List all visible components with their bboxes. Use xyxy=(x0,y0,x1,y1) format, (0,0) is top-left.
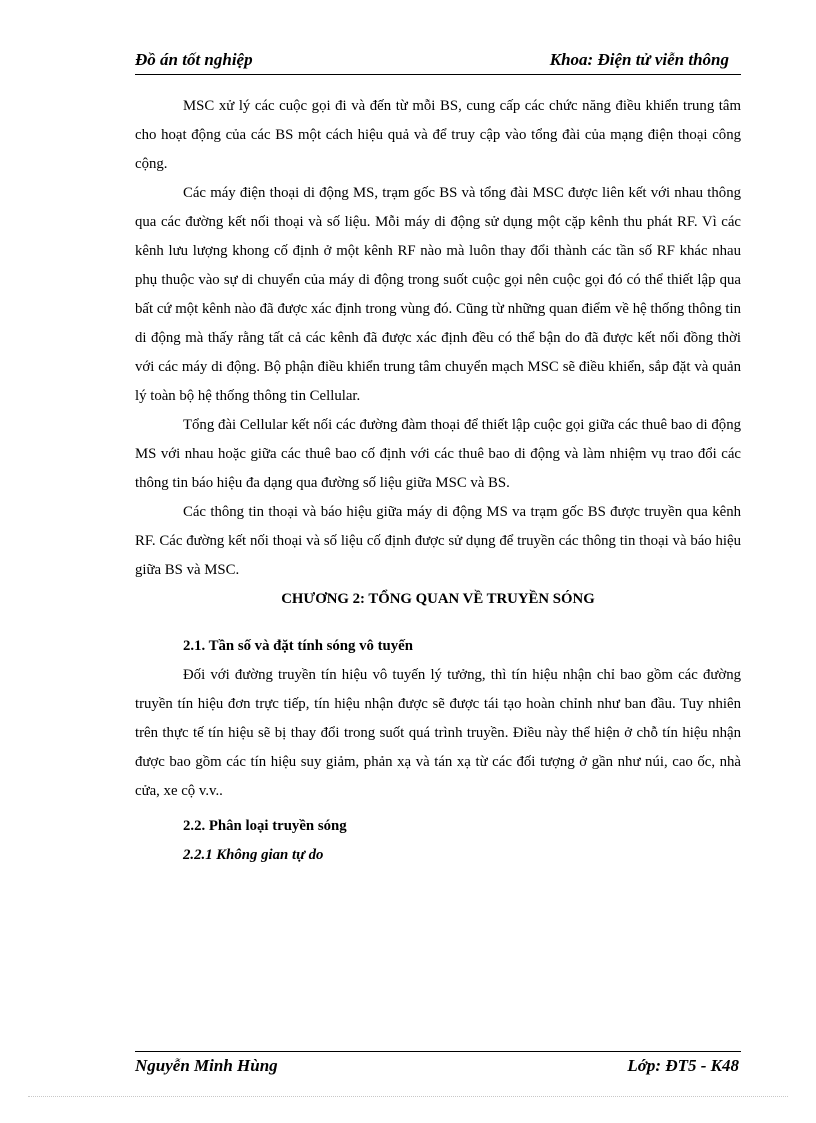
page-header xyxy=(135,48,741,75)
page-body xyxy=(135,92,741,870)
page-bottom-dotted-divider xyxy=(28,1096,788,1097)
page-footer xyxy=(135,1051,741,1080)
paragraph-msc: MSC xử lý các cuộc gọi đi và đến từ mỗi BS, cung cấp các chức năng điều khiển trung tâm cho hoạt động của các BS một cách hiệu quả và để truy cập vào tổng đài của mạng điện thoại công cộng. xyxy=(135,98,741,172)
header-thesis-title: Đồ án tốt nghiệp xyxy=(135,50,253,69)
footer-class: Lớp: ĐT5 - K48 xyxy=(627,1056,739,1075)
section-2-2-1-title: 2.2.1 Không gian tự do xyxy=(183,847,324,863)
paragraph-rf-channel: Các thông tin thoại và báo hiệu giữa máy di động MS va trạm gốc BS được truyền qua kênh RF. Các đường kết nối thoại và số liệu cố định được sử dụng để truyền các thông tin thoại và báo hiệu giữa BS và MSC. xyxy=(135,504,741,578)
paragraph-cellular-exchange: Tổng đài Cellular kết nối các đường đàm thoại để thiết lập cuộc gọi giữa các thuê bao di động MS với nhau hoặc giữa các thuê bao cố định với các thuê bao di động và làm nhiệm vụ trao đổi các thông tin báo hiệu đa dạng qua đường số liệu giữa MSC và BS. xyxy=(135,417,741,491)
header-faculty: Khoa: Điện tử viễn thông xyxy=(549,50,729,69)
section-2-2-title: 2.2. Phân loại truyền sóng xyxy=(183,818,347,834)
paragraph-links: Các máy điện thoại di động MS, trạm gốc BS và tổng đài MSC được liên kết với nhau thông qua các đường kết nối thoại và số liệu. Mỗi máy di động sử dụng một cặp kênh thu phát RF. Vì các kênh lưu lượng khong cố định ở một kênh RF nào mà luôn thay đổi thành các tần số RF khác nhau phụ thuộc vào sự di chuyển của máy di động trong suốt cuộc gọi nên cuộc gọi đó có thể thiết lập qua bất cứ một kênh nào đã được xác định trong vùng đó. Cũng từ những quan điểm về hệ thống thông tin di động mà thấy rằng tất cả các kênh đã được xác định đều có thể bận do đã được kết nối đồng thời với các máy di động. Bộ phận điều khiển trung tâm chuyển mạch MSC sẽ điều khiển, sắp đặt và quản lý toàn bộ hệ thống thông tin Cellular. xyxy=(135,185,741,404)
section-2-1-title: 2.1. Tần số và đặt tính sóng vô tuyến xyxy=(183,638,413,654)
chapter-title: CHƯƠNG 2: TỔNG QUAN VỀ TRUYỀN SÓNG xyxy=(281,591,595,607)
section-2-1-text: Đối với đường truyền tín hiệu vô tuyến lý tưởng, thì tín hiệu nhận chỉ bao gồm các đường truyền tín hiệu đơn trực tiếp, tín hiệu nhận được sẽ được tái tạo hoàn chỉnh như ban đầu. Tuy nhiên trên thực tế tín hiệu sẽ bị thay đổi trong suốt quá trình truyền. Điều này thể hiện ở chỗ tín hiệu nhận được bao gồm các tín hiệu suy giảm, phản xạ và tán xạ từ các đối tượng ở gần như núi, cao ốc, nhà cửa, xe cộ v.v.. xyxy=(135,667,741,799)
footer-author: Nguyễn Minh Hùng xyxy=(135,1056,278,1075)
